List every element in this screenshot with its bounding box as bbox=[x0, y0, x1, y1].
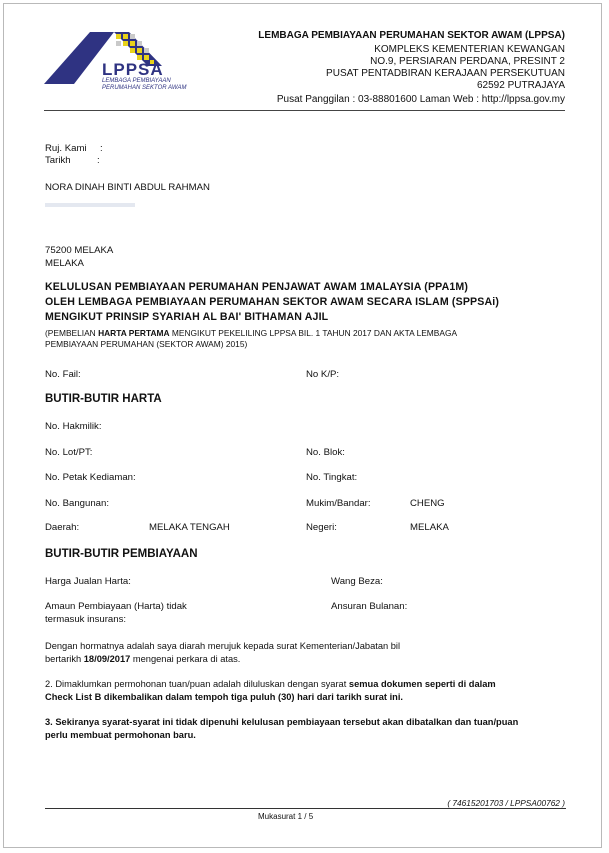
address-line-1: KOMPLEKS KEMENTERIAN KEWANGAN bbox=[374, 44, 565, 55]
ref-label: Ruj. Kami bbox=[45, 143, 87, 154]
district-value: MELAKA TENGAH bbox=[149, 522, 230, 533]
title-note-line-2: PEMBIAYAAN PERUMAHAN (SEKTOR AWAM) 2015) bbox=[45, 339, 248, 349]
recipient-name: NORA DINAH BINTI ABDUL RAHMAN bbox=[45, 182, 210, 193]
title-note bbox=[45, 328, 457, 339]
sale-price-label: Harga Jualan Harta: bbox=[45, 576, 131, 587]
contact-line: Pusat Panggilan : 03-88801600 Laman Web : http://lppsa.gov.my bbox=[276, 94, 565, 105]
floor-no-label: No. Tingkat: bbox=[306, 472, 358, 483]
mukim-label: Mukim/Bandar: bbox=[306, 498, 371, 509]
financing-amount-label-2: termasuk insurans: bbox=[45, 614, 127, 625]
recipient-state: MELAKA bbox=[45, 258, 84, 269]
paragraph-1-post: mengenai perkara di atas. bbox=[130, 654, 241, 664]
block-no-label: No. Blok: bbox=[306, 447, 345, 458]
org-name: LEMBAGA PEMBIAYAAN PERUMAHAN SEKTOR AWAM (LPPSA) bbox=[258, 30, 565, 41]
monthly-installment-label: Ansuran Bulanan: bbox=[331, 601, 408, 612]
paragraph-3-line-1: 3. Sekiranya syarat-syarat ini tidak dipenuhi kelulusan pembiayaan tersebut akan dibatalkan dan tuan/puan bbox=[45, 717, 519, 727]
address-line-4: 62592 PUTRAJAYA bbox=[476, 80, 565, 91]
logo-subtitle-1: LEMBAGA PEMBIAYAAN bbox=[102, 78, 171, 84]
state-value: MELAKA bbox=[410, 522, 449, 533]
property-heading: BUTIR-BUTIR HARTA bbox=[45, 393, 162, 405]
page-number: Mukasurat 1 / 5 bbox=[258, 812, 314, 821]
lot-no-label: No. Lot/PT: bbox=[45, 447, 93, 458]
ic-no-label: No K/P: bbox=[306, 369, 340, 380]
price-difference-label: Wang Beza: bbox=[331, 576, 383, 587]
district-label: Daerah: bbox=[45, 522, 80, 533]
redacted-address bbox=[45, 203, 135, 207]
title-no-label: No. Hakmilik: bbox=[45, 421, 102, 432]
date-colon: : bbox=[97, 155, 100, 166]
building-no-label: No. Bangunan: bbox=[45, 498, 110, 509]
title-note-bold: HARTA PERTAMA bbox=[98, 328, 170, 338]
paragraph-1-pre: bertarikh bbox=[45, 654, 84, 664]
logo-subtitle-2: PERUMAHAN SEKTOR AWAM bbox=[102, 85, 187, 91]
title-note-post: MENGIKUT PEKELILING LPPSA BIL. 1 TAHUN 2017 DAN AKTA LEMBAGA bbox=[169, 328, 458, 338]
header-rule bbox=[44, 110, 565, 111]
paragraph-1-line-1: Dengan hormatnya adalah saya diarah merujuk kepada surat Kementerian/Jabatan bil bbox=[45, 641, 401, 651]
paragraph-3-line-2: perlu membuat permohonan baru. bbox=[45, 730, 196, 740]
title-line-2: OLEH LEMBAGA PEMBIAYAAN PERUMAHAN SEKTOR AWAM SECARA ISLAM (SPPSAi) bbox=[45, 296, 500, 308]
state-label: Negeri: bbox=[306, 522, 337, 533]
file-no-label: No. Fail: bbox=[45, 369, 81, 380]
address-line-2: NO.9, PERSIARAN PERDANA, PRESINT 2 bbox=[370, 56, 565, 67]
paragraph-1-line-2 bbox=[45, 653, 240, 666]
paragraph-2-line-2: Check List B dikembalikan dalam tempoh tiga puluh (30) hari dari tarikh surat ini. bbox=[45, 692, 404, 702]
logo-wordmark: LPPSA bbox=[102, 60, 164, 79]
unit-no-label: No. Petak Kediaman: bbox=[45, 472, 136, 483]
paragraph-2-pre: 2. Dimaklumkan permohonan tuan/puan adalah diluluskan dengan syarat bbox=[45, 679, 349, 689]
paragraph-2-line-1 bbox=[45, 678, 496, 691]
document-code: ( 74615201703 / LPPSA00762 ) bbox=[447, 798, 565, 808]
lppsa-logo bbox=[44, 26, 194, 96]
paragraph-1-date: 18/09/2017 bbox=[83, 654, 131, 664]
title-line-1: KELULUSAN PEMBIAYAAN PERUMAHAN PENJAWAT AWAM 1MALAYSIA (PPA1M) bbox=[45, 281, 469, 293]
financing-amount-label-1: Amaun Pembiayaan (Harta) tidak bbox=[45, 601, 187, 612]
footer-rule bbox=[45, 808, 566, 809]
date-label: Tarikh bbox=[45, 155, 71, 166]
address-line-3: PUSAT PENTADBIRAN KERAJAAN PERSEKUTUAN bbox=[326, 68, 565, 79]
title-line-3: MENGIKUT PRINSIP SYARIAH AL BAI' BITHAMAN AJIL bbox=[45, 311, 329, 323]
ref-colon: : bbox=[100, 143, 103, 154]
recipient-postcode: 75200 MELAKA bbox=[45, 245, 114, 256]
paragraph-2-bold: semua dokumen seperti di dalam bbox=[348, 679, 496, 689]
title-note-pre: (PEMBELIAN bbox=[45, 328, 99, 338]
financing-heading: BUTIR-BUTIR PEMBIAYAAN bbox=[45, 548, 198, 560]
mukim-value: CHENG bbox=[410, 498, 445, 509]
